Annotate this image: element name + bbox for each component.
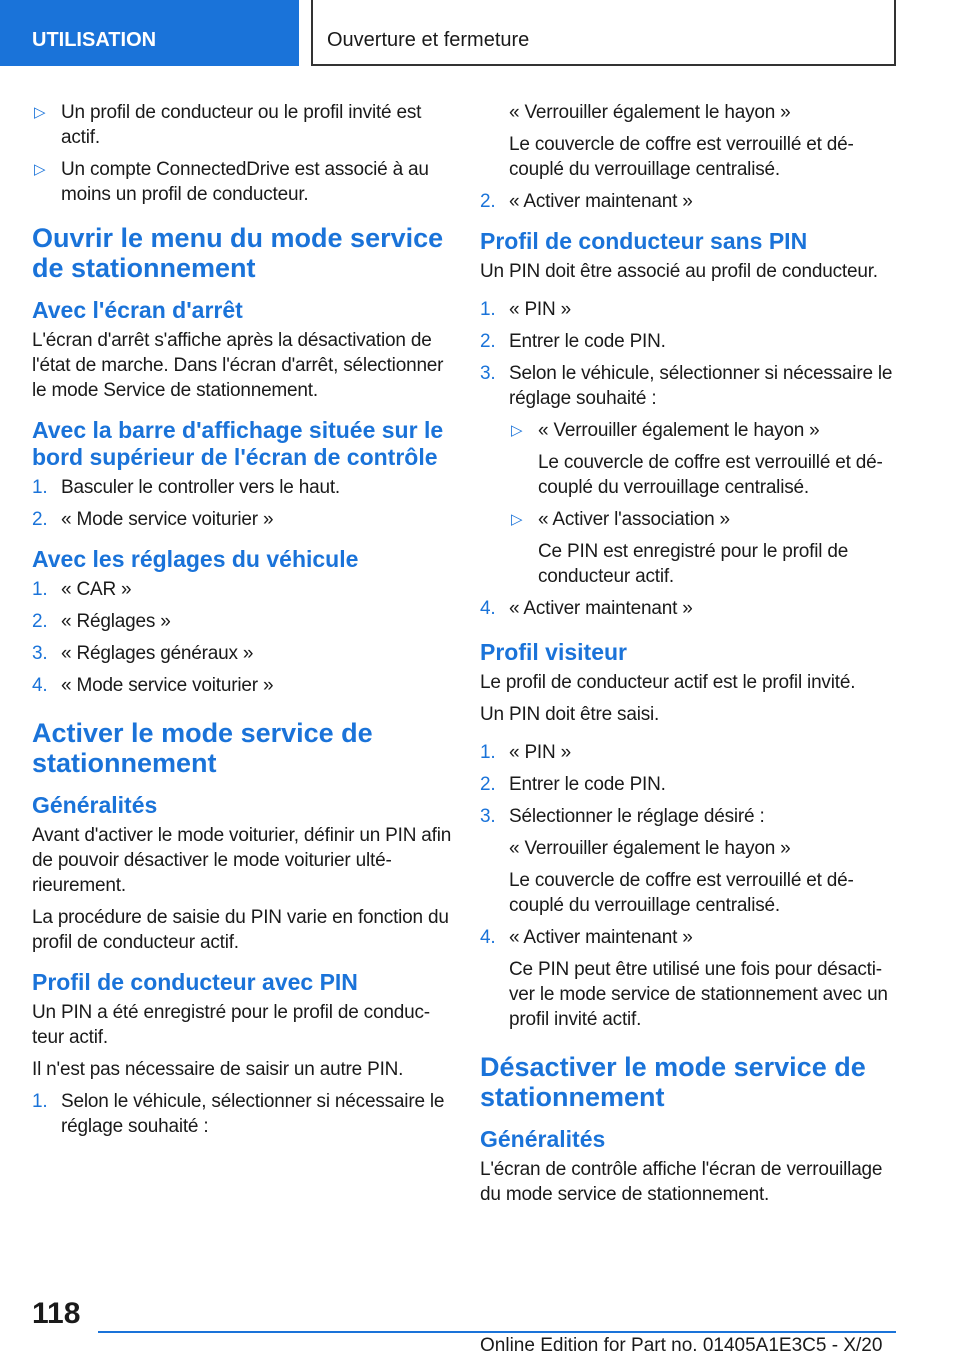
step-number: 1. <box>480 299 496 320</box>
list-item: ▷ « Verrouiller également le hayon » <box>511 420 820 441</box>
right-column <box>480 100 900 1214</box>
list-item: 2. « Activer maintenant » <box>480 191 693 212</box>
triangle-bullet-icon: ▷ <box>34 161 46 178</box>
list-item: 1. « CAR » <box>32 579 132 600</box>
list-item: 4. « Activer maintenant » <box>480 927 693 948</box>
triangle-bullet-icon: ▷ <box>511 511 523 528</box>
list-item: 1. « PIN » <box>480 742 571 763</box>
step-continuation: Le couvercle de coffre est verrouillé et découplé du verrouillage centralisé. <box>538 452 883 498</box>
paragraph: Le profil de conducteur actif est le profil invité. <box>480 672 856 693</box>
step-number: 2. <box>480 331 496 352</box>
step-number: 1. <box>32 579 48 600</box>
heading-open-menu: Ouvrir le menu du mode service de stationnement <box>32 223 444 283</box>
step-number: 3. <box>32 643 48 664</box>
step-number: 3. <box>480 806 496 827</box>
step-number: 2. <box>480 191 496 212</box>
heading-general: Généralités <box>32 792 158 818</box>
list-item: ▷ « Activer l'association » <box>511 509 730 530</box>
list-item: 3. « Réglages généraux » <box>32 643 254 664</box>
paragraph: L'écran d'arrêt s'affiche après la désactivation de l'état de marche. Dans l'écran d'arrêt, sélectionner le mode Service de stationnement. <box>32 330 444 401</box>
left-column <box>32 100 452 1146</box>
step-number: 1. <box>32 477 48 498</box>
heading-stop-screen: Avec l'écran d'arrêt <box>32 297 243 323</box>
list-item: 3. Sélectionner le réglage désiré : <box>480 806 765 827</box>
heading-visitor: Profil visiteur <box>480 639 627 665</box>
step-number: 4. <box>32 675 48 696</box>
paragraph: Un PIN a été enregistré pour le profil de conducteur actif. <box>32 1002 431 1048</box>
list-item: 2. Entrer le code PIN. <box>480 774 666 795</box>
list-item: 1. Basculer le controller vers le haut. <box>32 477 340 498</box>
step-number: 4. <box>480 927 496 948</box>
paragraph: L'écran de contrôle affiche l'écran de verrouillage du mode service de stationnement. <box>480 1159 883 1205</box>
paragraph: La procédure de saisie du PIN varie en fonction du profil de conducteur actif. <box>32 907 449 953</box>
paragraph: Il n'est pas nécessaire de saisir un autre PIN. <box>32 1059 404 1080</box>
step-number: 1. <box>32 1091 48 1112</box>
section-tab: UTILISATION <box>0 0 299 66</box>
page-header <box>0 0 960 66</box>
step-number: 1. <box>480 742 496 763</box>
step-number: 2. <box>480 774 496 795</box>
list-item: 4. « Mode service voiturier » <box>32 675 274 696</box>
page-number: 118 <box>32 1297 81 1330</box>
list-item: 1. « PIN » <box>480 299 571 320</box>
triangle-bullet-icon: ▷ <box>511 422 523 439</box>
heading-profile-pin: Profil de conducteur avec PIN <box>32 969 358 995</box>
paragraph: Un PIN doit être saisi. <box>480 704 660 725</box>
heading-display-bar: Avec la barre d'affichage située sur le bord supérieur de l'écran de contrôle <box>32 417 444 470</box>
sub-list <box>480 418 900 589</box>
list-item: 2. « Mode service voiturier » <box>32 509 274 530</box>
step-continuation: Ce PIN est enregistré pour le profil de conducteur actif. <box>538 541 849 587</box>
step-continuation: « Verrouiller également le hayon » <box>509 102 791 123</box>
chapter-title: Ouverture et fermeture <box>311 0 896 66</box>
heading-vehicle-settings: Avec les réglages du véhicule <box>32 546 359 572</box>
list-item: ▷ Un compte ConnectedDrive est associé à au moins un profil de conducteur. <box>34 159 429 205</box>
list-item: 1. Selon le véhicule, sélectionner si nécessaire le réglage souhaité : <box>32 1091 445 1137</box>
list-item: 2. Entrer le code PIN. <box>480 331 666 352</box>
list-item: 4. « Activer maintenant » <box>480 598 693 619</box>
step-continuation: Le couvercle de coffre est verrouillé et découplé du verrouillage centralisé. <box>509 870 854 916</box>
step-number: 2. <box>32 611 48 632</box>
step-continuation: « Verrouiller également le hayon » <box>509 838 791 859</box>
step-number: 4. <box>480 598 496 619</box>
step-number: 2. <box>32 509 48 530</box>
step-number: 3. <box>480 363 496 384</box>
heading-general-2: Généralités <box>480 1126 606 1152</box>
list-item: 3. Selon le véhicule, sélectionner si nécessaire le réglage souhaité : <box>480 363 893 409</box>
heading-activate: Activer le mode service de stationnement <box>32 718 373 778</box>
list-item: ▷ Un profil de conducteur ou le profil invité est actif. <box>34 102 422 148</box>
heading-deactivate: Désactiver le mode service de stationnement <box>480 1052 866 1112</box>
list-item: 2. « Réglages » <box>32 611 171 632</box>
step-continuation: Ce PIN peut être utilisé une fois pour désactiver le mode service de stationnement avec un profil invité actif. <box>509 959 888 1030</box>
step-continuation: Le couvercle de coffre est verrouillé et découplé du verrouillage centralisé. <box>509 134 854 180</box>
heading-no-pin: Profil de conducteur sans PIN <box>480 228 808 254</box>
edition-note: Online Edition for Part no. 01405A1E3C5 - X/20 <box>480 1335 883 1356</box>
footer-divider <box>98 1331 896 1333</box>
paragraph: Un PIN doit être associé au profil de conducteur. <box>480 261 878 282</box>
paragraph: Avant d'activer le mode voiturier, définir un PIN afin de pouvoir désactiver le mode voiturier ultérieurement. <box>32 825 452 896</box>
triangle-bullet-icon: ▷ <box>34 104 46 121</box>
